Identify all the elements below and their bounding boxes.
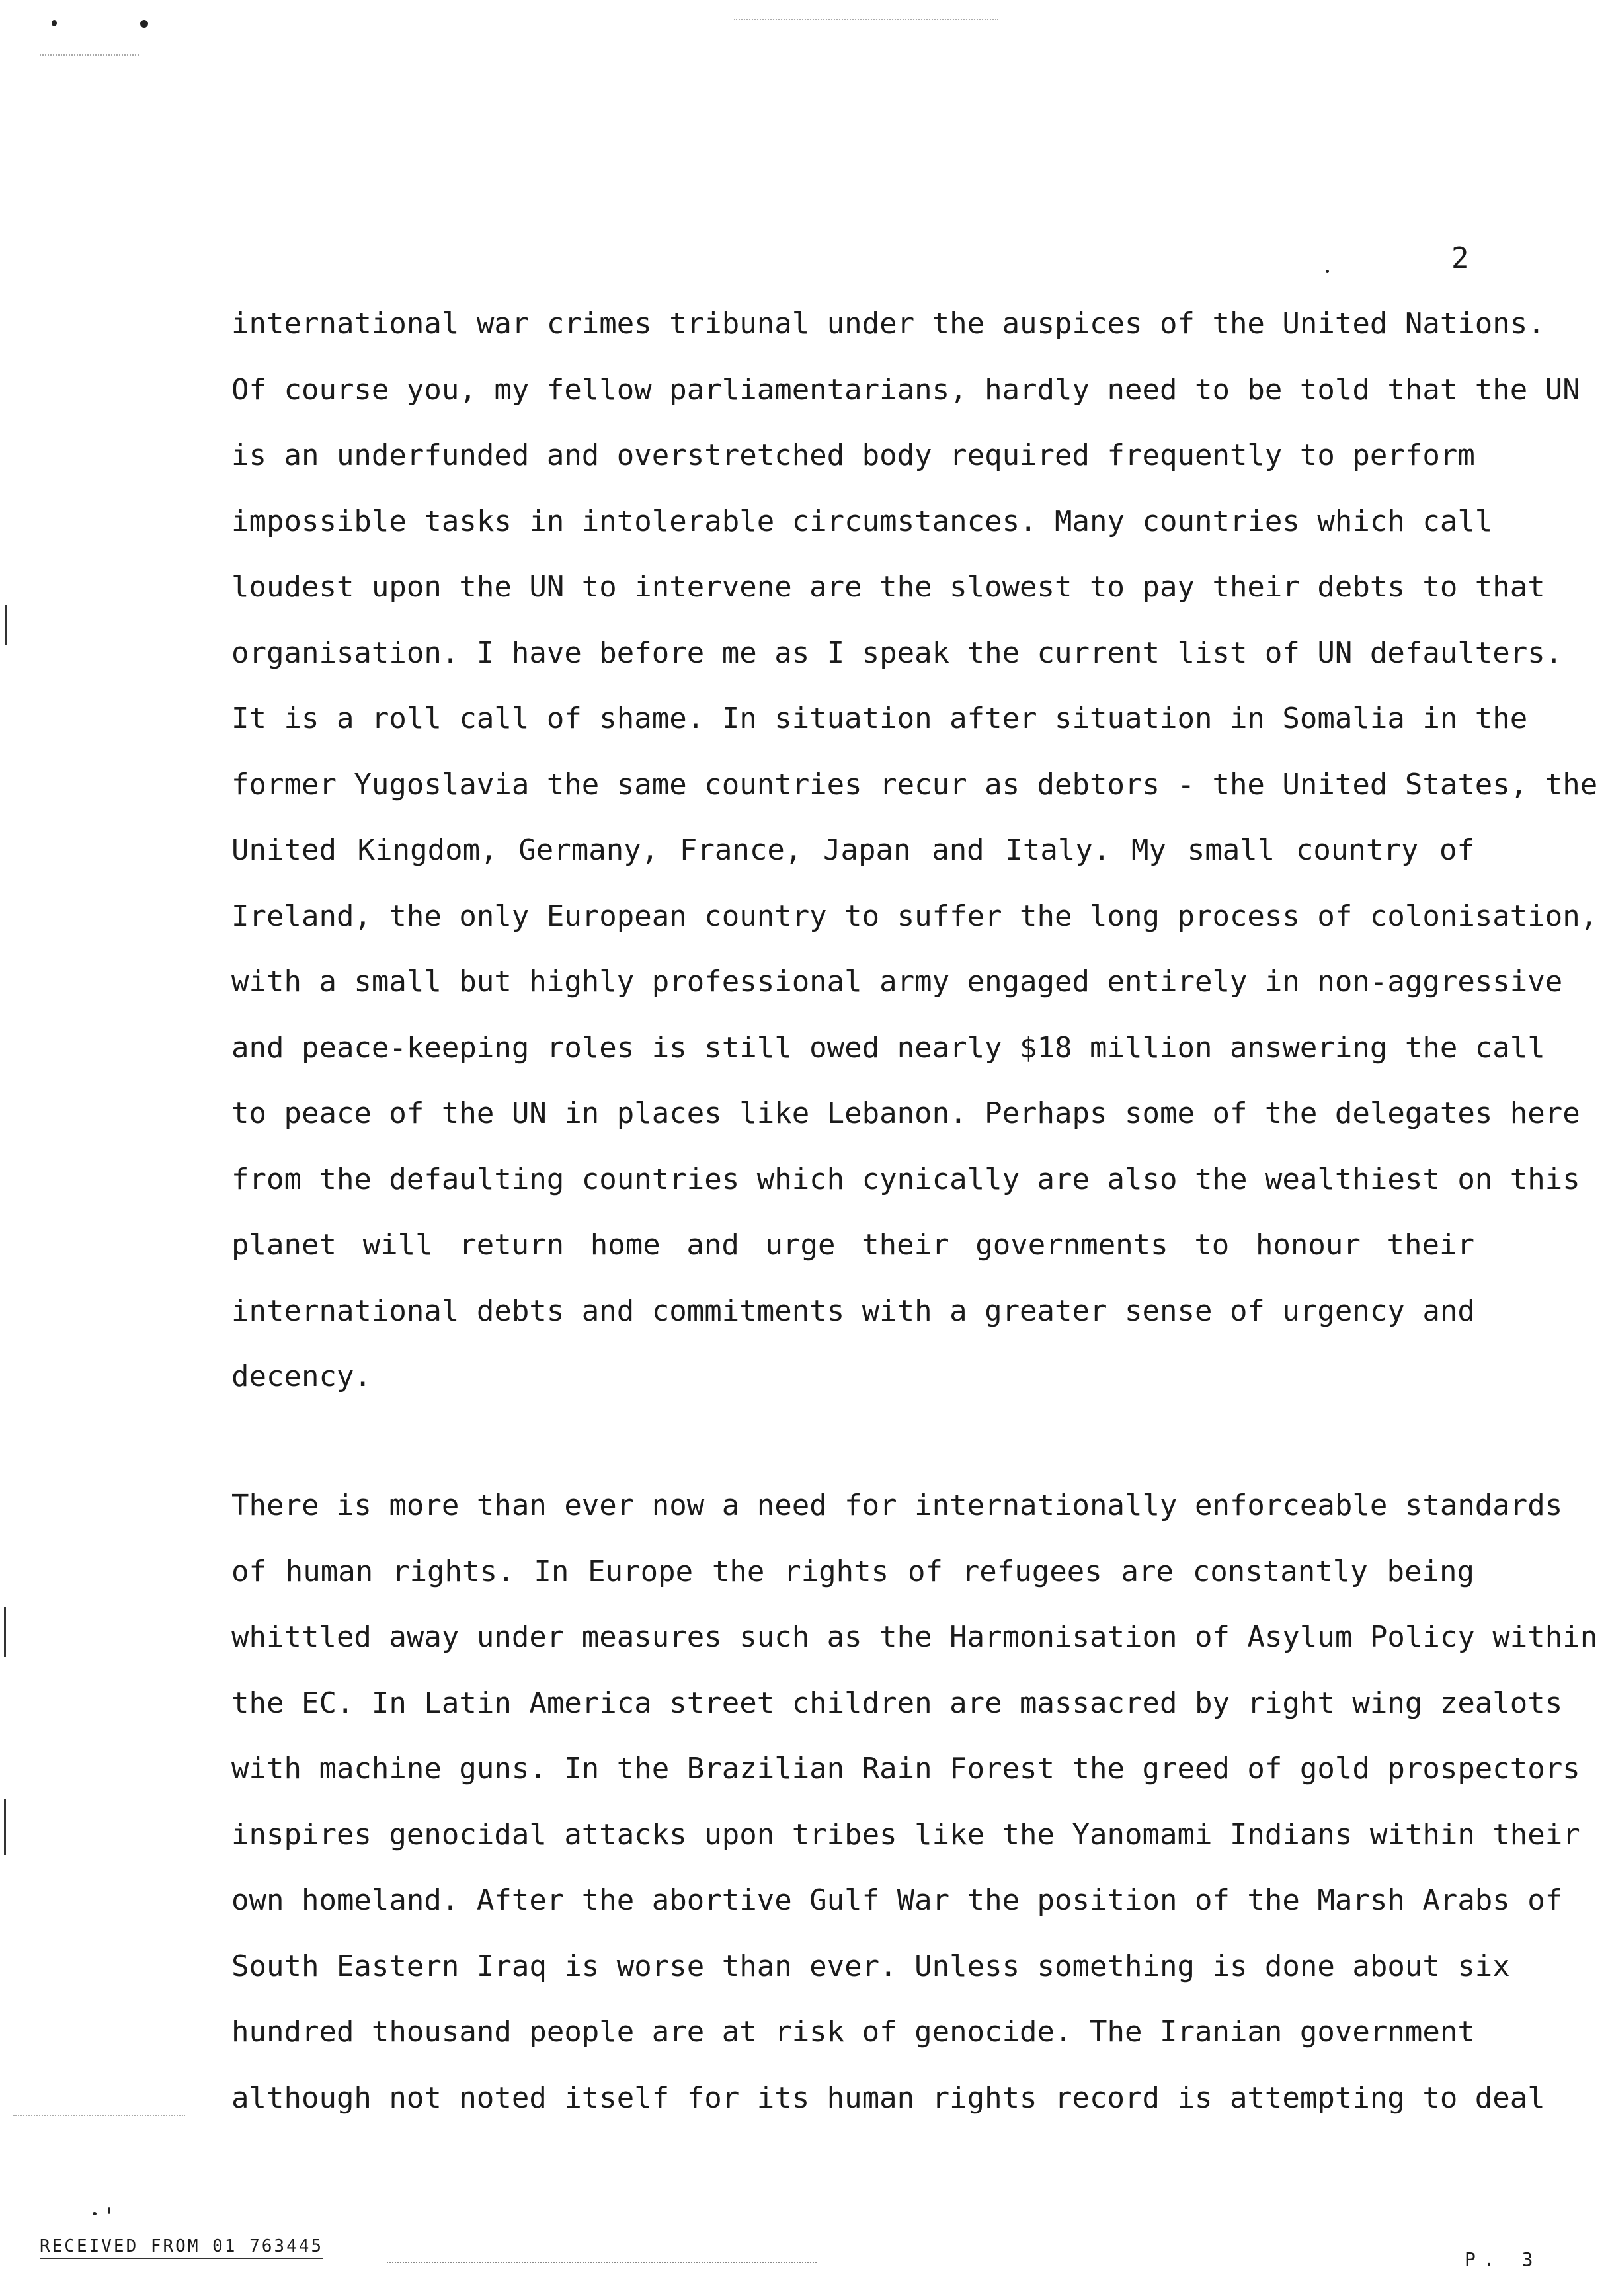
paragraph-1: [231, 291, 1598, 1410]
fax-received-header: RECEIVED FROM 01 763445: [40, 2236, 323, 2259]
text-line: with machine guns. In the Brazilian Rain Forest the greed of gold prospectors: [231, 1752, 1580, 1785]
text-line: United Kingdom, Germany, France, Japan and Italy. My small country of: [231, 833, 1474, 867]
text-line: whittled away under measures such as the Harmonisation of Asylum Policy within: [231, 1620, 1598, 1654]
scan-speck: [108, 2207, 110, 2214]
scan-edge-mark: [4, 1799, 6, 1855]
scan-speck: [1326, 270, 1329, 273]
text-line: from the defaulting countries which cynically are also the wealthiest on this: [231, 1162, 1580, 1196]
text-line: former Yugoslavia the same countries recur as debtors - the United States, the: [231, 767, 1598, 801]
text-line: and peace-keeping roles is still owed nearly $18 million answering the call: [231, 1030, 1545, 1065]
text-line: of human rights. In Europe the rights of refugees are constantly being: [231, 1554, 1474, 1588]
page-number: 2: [1451, 241, 1469, 275]
paragraph-2: [231, 1473, 1598, 2131]
text-line: international war crimes tribunal under the auspices of the United Nations.: [231, 307, 1545, 341]
scan-speck: [52, 20, 57, 26]
text-line: international debts and commitments with a greater sense of urgency and: [231, 1293, 1475, 1328]
text-line: own homeland. After the abortive Gulf War the position of the Marsh Arabs of: [231, 1883, 1563, 1917]
text-line: loudest upon the UN to intervene are the slowest to pay their debts to that: [231, 570, 1545, 604]
scan-dotted-mark: [40, 54, 139, 56]
text-line: to peace of the UN in places like Lebanon. Perhaps some of the delegates here: [231, 1096, 1580, 1130]
fax-header-rule: [387, 2262, 817, 2263]
scan-dotted-mark: [13, 2115, 185, 2116]
text-line: hundred thousand people are at risk of genocide. The Iranian government: [231, 2015, 1475, 2049]
text-line: although not noted itself for its human rights record is attempting to deal: [231, 2080, 1545, 2115]
text-line: There is more than ever now a need for internationally enforceable standards: [231, 1489, 1563, 1522]
text-line: inspires genocidal attacks upon tribes like the Yanomami Indians within their: [231, 1817, 1580, 1852]
scan-dotted-mark: [734, 19, 998, 20]
scan-speck: [93, 2212, 97, 2215]
text-line: It is a roll call of shame. In situation after situation in Somalia in the: [231, 702, 1528, 735]
text-line: South Eastern Iraq is worse than ever. Unless something is done about six: [231, 1949, 1510, 1983]
scan-speck: [140, 20, 148, 28]
text-line: Ireland, the only European country to suffer the long process of colonisation,: [231, 899, 1598, 933]
fax-page-number: P. 3: [1465, 2248, 1541, 2270]
scan-edge-mark: [5, 605, 7, 645]
text-line: the EC. In Latin America street children are massacred by right wing zealots: [231, 1686, 1563, 1720]
scan-edge-mark: [4, 1607, 6, 1657]
text-line: planet will return home and urge their governments to honour their: [231, 1228, 1474, 1262]
text-line: decency.: [231, 1360, 372, 1393]
text-line: with a small but highly professional army engaged entirely in non-aggressive: [231, 965, 1563, 999]
text-line: organisation. I have before me as I speak the current list of UN defaulters.: [231, 636, 1563, 670]
text-line: impossible tasks in intolerable circumstances. Many countries which call: [231, 504, 1493, 538]
text-line: Of course you, my fellow parliamentarians, hardly need to be told that the UN: [231, 372, 1580, 407]
text-line: is an underfunded and overstretched body required frequently to perform: [231, 438, 1475, 472]
